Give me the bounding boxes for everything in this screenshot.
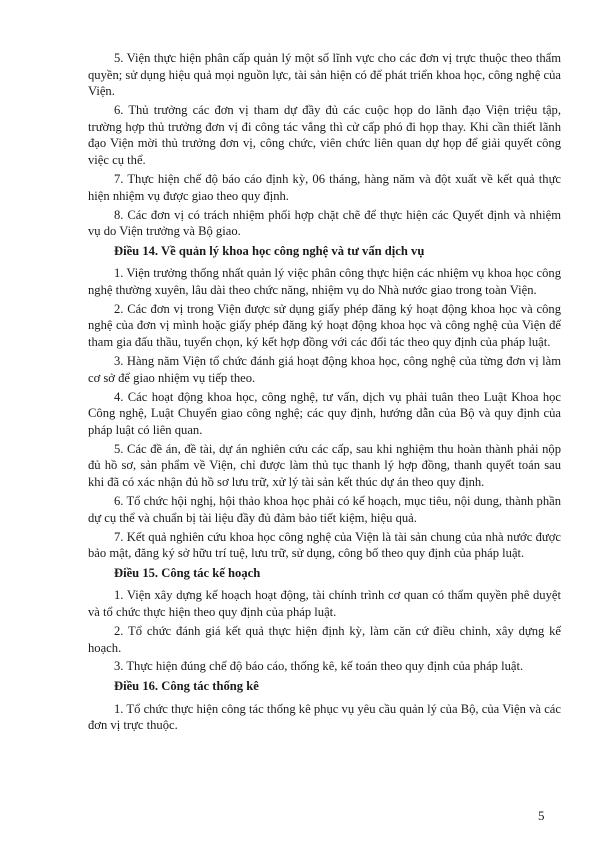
- paragraph: 3. Thực hiện đúng chế độ báo cáo, thống kê, kế toán theo quy định của pháp luật.: [114, 659, 524, 674]
- paragraph: 1. Viện trưởng thống nhất quản lý việc phân công thực hiện các nhiệm vụ khoa học công nghệ thường xuyên, lâu dài theo chức năng, nhiệm vụ do Nhà nước giao trong toàn Viện.: [88, 266, 561, 297]
- document-body: [88, 50, 561, 736]
- paragraph: 8. Các đơn vị có trách nhiệm phối hợp chặt chẽ để thực hiện các Quyết định và nhiệm vụ do Viện trưởng và Bộ giao.: [88, 207, 561, 239]
- paragraph: 2. Các đơn vị trong Viện được sử dụng giấy phép đăng ký hoạt động khoa học và công nghệ của đơn vị mình hoặc giấy phép đăng ký hoạt động khoa học và công nghệ của Viện để tham gia đấu thầu, tuyển chọn, ký kết hợp đồng với các đối tác theo quy định của pháp luật.: [88, 301, 561, 350]
- article-14-heading: Điều 14. Về quản lý khoa học công nghệ và tư vấn dịch vụ: [114, 243, 425, 258]
- article-15-heading: Điều 15. Công tác kế hoạch: [114, 565, 261, 580]
- paragraph: 6. Thủ trưởng các đơn vị tham dự đầy đủ các cuộc họp do lãnh đạo Viện triệu tập, trường hợp thủ trưởng đơn vị đi công tác vắng thì cử cấp phó đi họp thay. Khi cần thiết lãnh đạo Viện mời thủ trưởng đơn vị, công chức, viên chức liên quan dự họp để giải quyết công việc cụ thể.: [88, 103, 561, 167]
- paragraph: 1. Viện xây dựng kế hoạch hoạt động, tài chính trình cơ quan có thẩm quyền phê duyệt và tổ chức thực hiện theo quy định của pháp luật.: [88, 588, 561, 619]
- paragraph: 7. Thực hiện chế độ báo cáo định kỳ, 06 tháng, hàng năm và đột xuất về kết quả thực hiện nhiệm vụ được giao theo quy định.: [88, 171, 561, 203]
- paragraph: 3. Hàng năm Viện tổ chức đánh giá hoạt động khoa học, công nghệ của từng đơn vị làm cơ sở để giao nhiệm vụ tiếp theo.: [88, 354, 561, 385]
- paragraph: 1. Tổ chức thực hiện công tác thống kê phục vụ yêu cầu quản lý của Bộ, của Viện và các đơn vị trực thuộc.: [88, 701, 561, 733]
- paragraph: 7. Kết quả nghiên cứu khoa học công nghệ của Viện là tài sản chung của nhà nước được bảo mật, đăng ký sở hữu trí tuệ, lưu trữ, sử dụng, công bố theo quy định của pháp luật.: [88, 529, 561, 561]
- paragraph: 5. Viện thực hiện phân cấp quản lý một số lĩnh vực cho các đơn vị trực thuộc theo thẩm quyền; sử dụng hiệu quả mọi nguồn lực, tài sản hiện có để phát triển khoa học, công nghệ của Viện.: [88, 51, 561, 99]
- paragraph: 4. Các hoạt động khoa học, công nghệ, tư vấn, dịch vụ phải tuân theo Luật Khoa học Công nghệ, Luật Chuyển giao công nghệ; các quy định, hướng dẫn của Bộ và quy định của pháp luật có liên quan.: [88, 389, 561, 437]
- paragraph: 2. Tổ chức đánh giá kết quả thực hiện định kỳ, làm căn cứ điều chỉnh, xây dựng kế hoạch.: [88, 623, 561, 655]
- paragraph: 6. Tổ chức hội nghị, hội thảo khoa học phải có kế hoạch, mục tiêu, nội dung, thành phần dự cụ thể và chuẩn bị tài liệu đầy đủ đảm bảo tiết kiệm, hiệu quả.: [88, 493, 561, 525]
- paragraph: 5. Các đề án, đề tài, dự án nghiên cứu các cấp, sau khi nghiệm thu hoàn thành phải nộp đủ hồ sơ, sản phẩm về Viện, chỉ được làm thủ tục thanh lý hợp đồng, thanh quyết toán sau khi đã có xác nhận đủ hồ sơ lưu trữ, xử lý tài sản kết thúc dự án theo quy định.: [88, 441, 561, 489]
- article-16-heading: Điều 16. Công tác thống kê: [114, 679, 259, 694]
- page-number: 5: [538, 808, 545, 823]
